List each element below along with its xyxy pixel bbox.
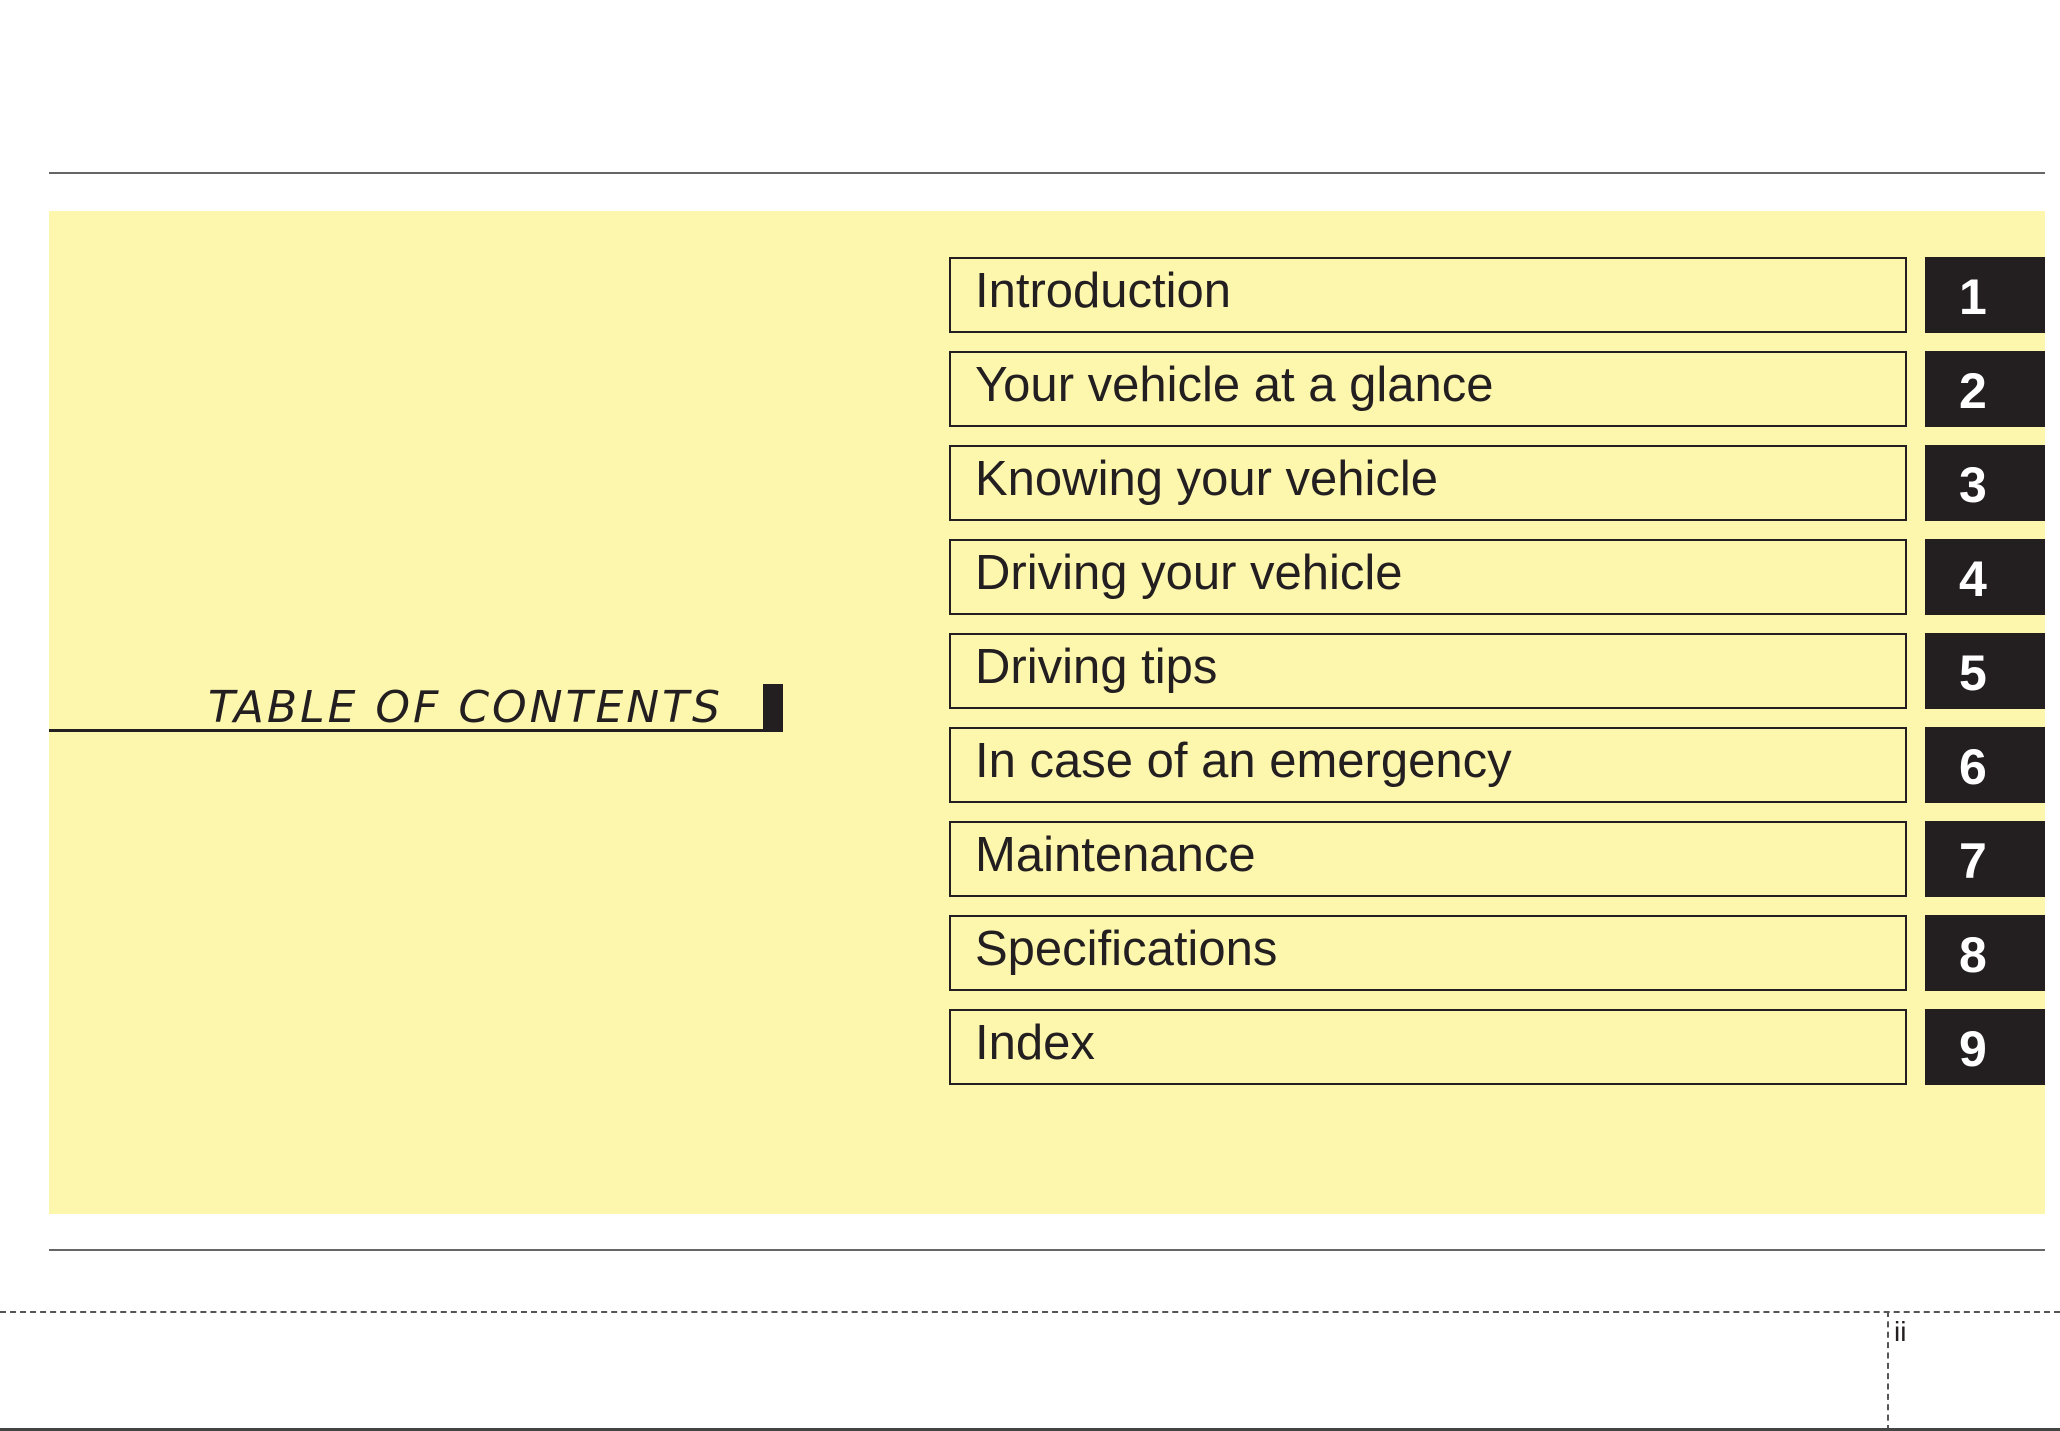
chapter-label: Introduction: [975, 264, 1232, 318]
chapter-number: 8: [1959, 927, 1987, 983]
toc-title-marker: [763, 684, 783, 732]
chapter-item-maintenance[interactable]: [949, 821, 2045, 897]
chapter-list: [949, 257, 2045, 1103]
chapter-number-tab[interactable]: [1925, 351, 2045, 427]
chapter-label-box: [949, 257, 1907, 333]
toc-heading: [49, 672, 783, 732]
chapter-label: Specifications: [975, 922, 1278, 976]
chapter-number-tab[interactable]: [1925, 915, 2045, 991]
chapter-label-box: [949, 633, 1907, 709]
chapter-label-box: [949, 915, 1907, 991]
chapter-item-specifications[interactable]: [949, 915, 2045, 991]
chapter-number: 6: [1959, 739, 1987, 795]
chapter-number: 2: [1959, 363, 1987, 419]
chapter-label: Your vehicle at a glance: [975, 358, 1494, 412]
chapter-number-tab[interactable]: [1925, 539, 2045, 615]
chapter-label-box: [949, 1009, 1907, 1085]
chapter-number-tab[interactable]: [1925, 1009, 2045, 1085]
chapter-number-tab[interactable]: [1925, 633, 2045, 709]
chapter-label: Driving your vehicle: [975, 546, 1403, 600]
chapter-item-emergency[interactable]: [949, 727, 2045, 803]
chapter-label-box: [949, 539, 1907, 615]
chapter-number-tab[interactable]: [1925, 727, 2045, 803]
chapter-number: 9: [1959, 1021, 1987, 1077]
bottom-divider: [49, 1249, 2045, 1251]
chapter-number: 1: [1959, 269, 1987, 325]
chapter-number-tab[interactable]: [1925, 445, 2045, 521]
chapter-label-box: [949, 727, 1907, 803]
chapter-label: Knowing your vehicle: [975, 452, 1439, 506]
chapter-label: In case of an emergency: [975, 734, 1512, 788]
chapter-number-tab[interactable]: [1925, 257, 2045, 333]
chapter-item-vehicle-at-a-glance[interactable]: [949, 351, 2045, 427]
chapter-item-knowing-your-vehicle[interactable]: [949, 445, 2045, 521]
chapter-label-box: [949, 351, 1907, 427]
chapter-number-tab[interactable]: [1925, 821, 2045, 897]
chapter-label: Index: [975, 1016, 1095, 1070]
toc-title-underline: [49, 729, 783, 732]
chapter-item-driving-tips[interactable]: [949, 633, 2045, 709]
chapter-item-introduction[interactable]: [949, 257, 2045, 333]
chapter-label: Driving tips: [975, 640, 1218, 694]
chapter-number: 5: [1959, 645, 1987, 701]
chapter-item-driving-your-vehicle[interactable]: [949, 539, 2045, 615]
top-divider: [49, 172, 2045, 174]
trim-line-horizontal: [0, 1311, 2060, 1313]
chapter-number: 3: [1959, 457, 1987, 513]
trim-line-vertical: [1887, 1311, 1889, 1431]
chapter-number: 4: [1959, 551, 1987, 607]
chapter-item-index[interactable]: [949, 1009, 2045, 1085]
chapter-number: 7: [1959, 833, 1987, 889]
chapter-label: Maintenance: [975, 828, 1256, 882]
page-number: ii: [1894, 1316, 1907, 1347]
toc-title: TABLE OF CONTENTS: [207, 682, 723, 733]
chapter-label-box: [949, 445, 1907, 521]
chapter-label-box: [949, 821, 1907, 897]
